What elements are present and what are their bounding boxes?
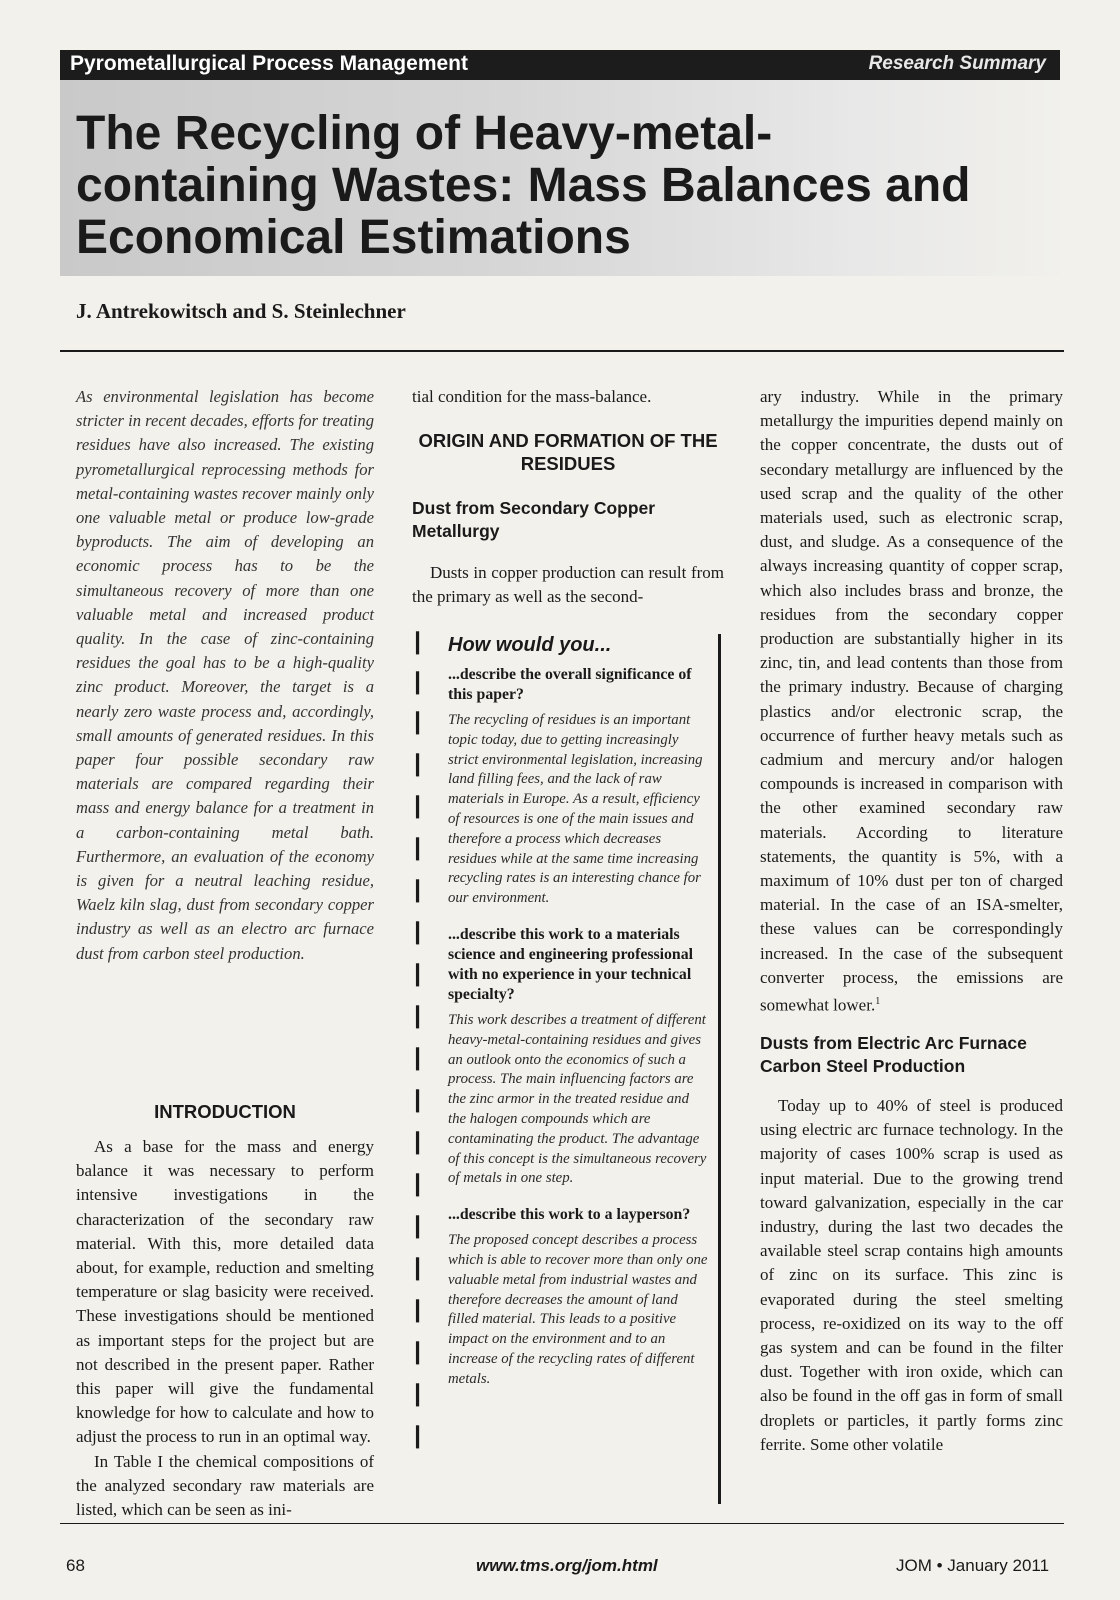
subheading-eaf-dust: Dusts from Electric Arc Furnace Carbon Steel Production <box>760 1032 1027 1076</box>
footer-divider <box>60 1523 1064 1524</box>
body-paragraph: Dusts in copper production can result from the primary as well as the second- <box>412 563 724 607</box>
body-paragraph: Today up to 40% of steel is produced using electric arc furnace technology. In the majority of cases 100% scrap is used as input material. Due to the growing trend toward galvanization, especially in the car industry, during the last two decades the available steel scrap contains high amounts of zinc on its surface. This zinc is evaporated during the steel smelting process, re-oxidized on its way to the off gas system and can be found in the filter dust. Together with iron oxide, which can also be found in the off gas in form of small droplets or particles, it partly forms zinc ferrite. Some other volatile <box>760 1095 1063 1454</box>
section-label: Pyrometallurgical Process Management <box>70 52 468 75</box>
introduction-heading: INTRODUCTION <box>154 1101 296 1122</box>
journal-url[interactable]: www.tms.org/jom.html <box>476 1556 658 1575</box>
sidebar-question: ...describe the overall significance of this paper? <box>448 666 692 703</box>
sidebar-answer: This work describes a treatment of different heavy-metal-containing residues and gives an outlook onto the economics of such a process. The main influencing factors are the zinc armor in the treated residue and the halogen compounds which are contaminating the product. The advantage of this concept is the simultaneous recovery of metals in one step. <box>448 1011 707 1187</box>
reference-marker: 1 <box>875 996 881 1008</box>
column-3 <box>760 385 1063 1457</box>
column-2 <box>412 385 724 610</box>
page-number: 68 <box>66 1556 85 1575</box>
abstract <box>76 385 374 966</box>
divider <box>60 350 1064 352</box>
subheading-copper-dust: Dust from Secondary Copper Metallurgy <box>412 498 656 542</box>
sidebar-title: How would you... <box>448 634 612 656</box>
how-would-you-sidebar: ꟾ ꟾ ꟾ ꟾ ꟾ ꟾ ꟾ ꟾ ꟾ ꟾ ꟾ ꟾ ꟾ ꟾ ꟾ ꟾ ꟾ ꟾ ꟾ ꟾ How would you... ...describe the overall significance of this paper? The recycling of residues is an important topic today, due to getting increasingly strict environmental legislation, increasing land filling fees, and the lack of raw materials in Europe. As a result, efficiency of resources is one of the main issues and therefore a process which decreases residues while at the same time increasing recycling rates is an interesting chance for our environment. ...describe this work to a materials science and engineering professional with no experience in your technical specialty? This work describes a treatment of different heavy-metal-containing residues and gives an outlook onto the economics of such a process. The main influencing factors are the zinc armor in the treated residue and the halogen compounds which are contaminating the product. The advantage of this concept is the simultaneous recovery of metals in one step. ...describe this work to a layperson? The proposed concept describes a process which is able to recover more than only one valuable metal from industrial wastes and therefore decreases the amount of land filled material. This leads to a positive impact on the environment and to an increase of the recycling rates of different metals. <box>414 634 721 1504</box>
section-banner <box>60 50 1060 80</box>
authors: J. Antrekowitsch and S. Steinlechner <box>76 299 406 323</box>
article-title: The Recycling of Heavy-metal-containing Wastes: Mass Balances and Economical Estimations <box>76 107 971 264</box>
body-text: ary industry. While in the primary metallurgy the impurities depend mainly on the copper concentrate, the dusts out of secondary metallurgy are influenced by the used scrap and the quality of the other materials used, such as electronic scrap, dust, and sludge. As a consequence of the always increasing quantity of copper scrap, which also includes brass and bronze, the residues from the secondary copper production are substantially higher in its zinc, tin, and lead contents than those from the primary industry. Because of charging plastics and/or electronic scrap, the occurrence of further heavy metals such as cadmium and mercury and/or halogen compounds is increased in comparison with the other examined secondary raw materials. According to literature statements, the quantity is 5%, with a maximum of 10% dust per ton of charged material. In the case of an ISA-smelter, these values can be correspondingly increased. In the case of the subsequent converter process, the emissions are somewhat lower. <box>760 387 1063 1015</box>
introduction-paragraph: As a base for the mass and energy balance it was necessary to perform intensive investigations in the characterization of the secondary raw material. With this, more detailed data about, for example, reduction and smelting temperature or slag basicity were received. These investigations should be mentioned as important steps for the project but are not described in the present paper. Rather this paper will give the fundamental knowledge for how to calculate and how to adjust the process to run in an optimal way. <box>76 1137 374 1447</box>
sidebar-question: ...describe this work to a materials science and engineering professional with no experience in your technical specialty? <box>448 925 693 1003</box>
sidebar-question: ...describe this work to a layperson? <box>448 1206 691 1224</box>
article-type-label: Research Summary <box>868 53 1046 74</box>
sidebar-answer: The proposed concept describes a process which is able to recover more than only one valuable metal from industrial wastes and therefore decreases the amount of land filled material. This leads to a positive impact on the environment and to an increase of the recycling rates of different metals. <box>448 1232 708 1387</box>
introduction-section <box>76 1100 374 1522</box>
sidebar-answer: The recycling of residues is an important topic today, due to getting increasingly strict environmental legislation, increasing land filling fees, and the lack of raw materials in Europe. As a result, efficiency of resources is one of the main issues and therefore a process which decreases residues while at the same time increasing recycling rates is an interesting chance for our environment. <box>448 712 703 907</box>
abstract-text: As environmental legislation has become stricter in recent decades, efforts for treating residues have also increased. The existing pyrometallurgical reprocessing methods for metal-containing wastes recover mainly only one valuable metal or produce low-grade byproducts. The aim of developing an economic process has to be the simultaneous recovery of more than one valuable metal and increased product quality. In the case of zinc-containing residues the goal has to be a high-quality zinc product. Moreover, the target is a nearly zero waste process and, accordingly, small amounts of generated residues. In this paper four possible secondary raw materials are compared regarding their mass and energy balance for a treatment in a carbon-containing metal bath. Furthermore, an evaluation of the economy is given for a neutral leaching residue, Waelz kiln slag, dust from secondary copper industry as well as an electro arc furnace dust from carbon steel production. <box>76 387 375 963</box>
body-paragraph <box>760 385 1063 1018</box>
journal-issue: JOM • January 2011 <box>896 1556 1050 1575</box>
introduction-paragraph: In Table I the chemical compositions of the analyzed secondary raw materials are listed, which can be seen as ini- <box>76 1451 374 1520</box>
sidebar-content <box>448 634 710 1406</box>
origin-heading: ORIGIN AND FORMATION OF THE RESIDUES <box>418 430 718 475</box>
introduction-continuation: tial condition for the mass-balance. <box>412 387 652 406</box>
